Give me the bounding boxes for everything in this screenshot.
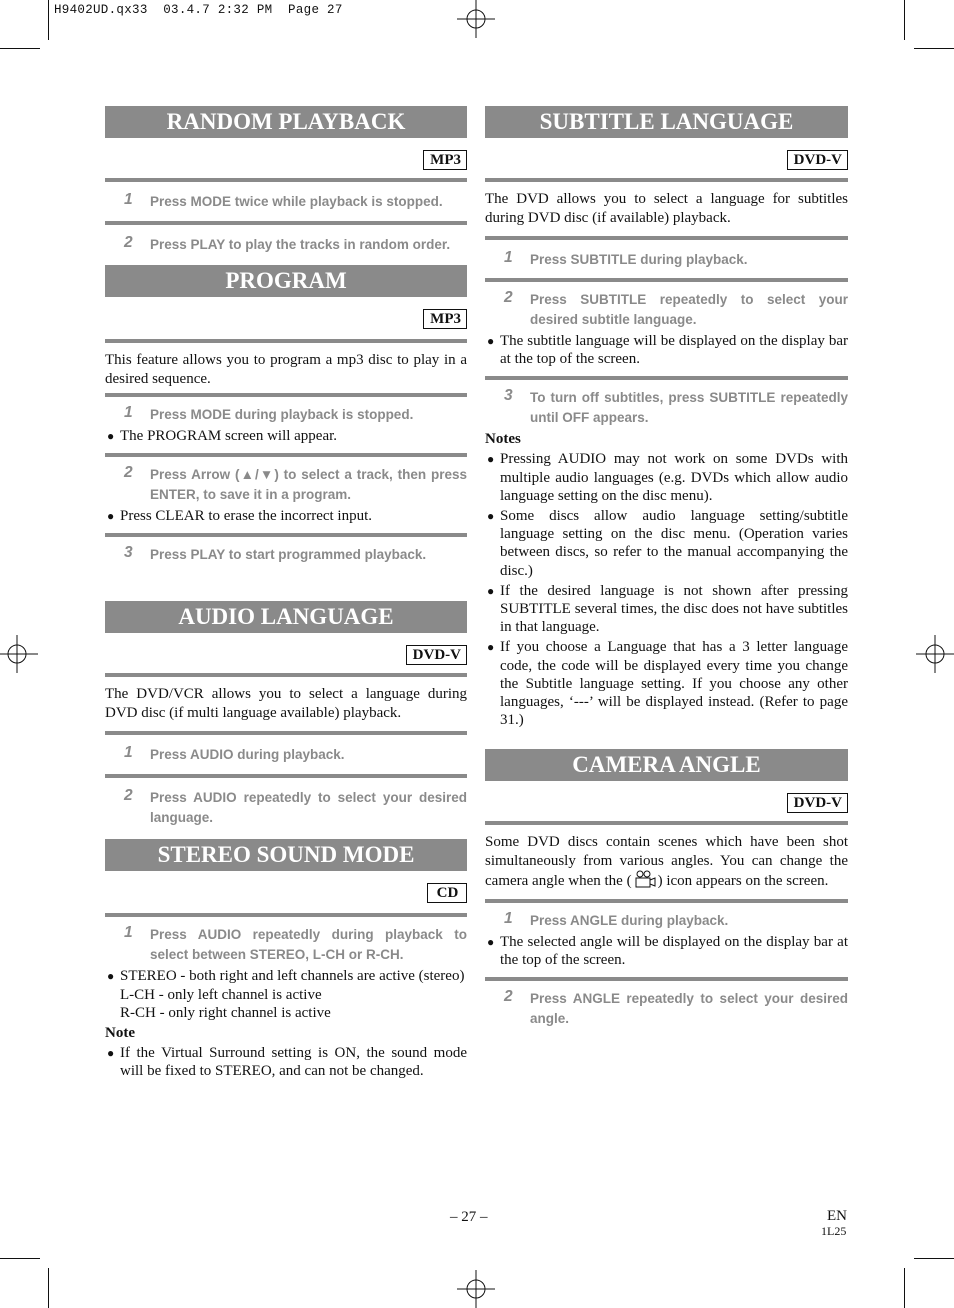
crop-mark bbox=[0, 1258, 40, 1259]
program-section bbox=[105, 265, 467, 565]
step-text: Press PLAY to start programmed playback. bbox=[150, 547, 427, 563]
intro-text: The DVD allows you to select a language for subtitles during DVD disc (if available) playback. bbox=[485, 191, 848, 226]
note-item bbox=[105, 1044, 467, 1080]
divider bbox=[105, 339, 467, 343]
bullet-icon: ● bbox=[487, 334, 495, 348]
step-number: 3 bbox=[124, 544, 133, 562]
step-number: 2 bbox=[124, 234, 133, 251]
step bbox=[485, 989, 848, 1029]
bullet-icon: ● bbox=[107, 969, 115, 984]
stereo-sound-mode-section bbox=[105, 839, 467, 1080]
step-text: To turn off subtitles, press SUBTITLE repeatedly until OFF appears. bbox=[530, 390, 848, 426]
bullet-icon: ● bbox=[487, 640, 495, 655]
note-text: Pressing AUDIO may not work on some DVDs with multiple audio languages (e.g. DVDs which allow audio language setting on the disc menu). bbox=[500, 451, 848, 504]
registration-mark bbox=[0, 633, 40, 675]
divider bbox=[485, 821, 848, 825]
audio-language-section bbox=[105, 601, 467, 828]
registration-mark bbox=[455, 0, 497, 40]
bullet-text: The selected angle will be displayed on the display bar at the top of the screen. bbox=[500, 933, 848, 969]
step-number: 1 bbox=[504, 909, 513, 927]
camera-angle-icon bbox=[632, 870, 658, 888]
step-number: 1 bbox=[124, 744, 133, 762]
divider bbox=[105, 393, 467, 397]
section-title: PROGRAM bbox=[105, 265, 467, 297]
step-text: Press SUBTITLE during playback. bbox=[530, 252, 748, 267]
step-text: Press AUDIO repeatedly during playback to select between STEREO, L-CH or R-CH. bbox=[150, 927, 467, 963]
bullet-icon: ● bbox=[487, 934, 495, 949]
bullet-icon: ● bbox=[487, 452, 495, 467]
bullet-text: The PROGRAM screen will appear. bbox=[120, 428, 338, 444]
page-number: – 27 – bbox=[450, 1209, 488, 1225]
step-number: 2 bbox=[504, 988, 513, 1006]
divider bbox=[105, 178, 467, 182]
intro-text: This feature allows you to program a mp3 disc to play in a desired sequence. bbox=[105, 352, 467, 387]
bullet-text: STEREO - both right and left channels are active (stereo) bbox=[120, 968, 465, 985]
note-item bbox=[485, 450, 848, 505]
step-text: Press ANGLE during playback. bbox=[530, 912, 729, 928]
intro-text-part: Some DVD discs contain scenes which have been shot simultaneously from various angles. You can change the camera angle when the ( bbox=[485, 834, 848, 890]
step bbox=[105, 745, 467, 765]
step-text: Press MODE during playback is stopped. bbox=[150, 407, 414, 422]
random-playback-section bbox=[105, 106, 467, 255]
left-column bbox=[105, 106, 467, 1080]
step bbox=[105, 465, 467, 505]
disc-type-badge: MP3 bbox=[423, 309, 467, 329]
step-number: 1 bbox=[124, 404, 133, 421]
step-text: Press MODE twice while playback is stopped. bbox=[150, 194, 443, 209]
crop-mark bbox=[914, 1258, 954, 1259]
divider bbox=[485, 278, 848, 282]
crop-mark bbox=[0, 48, 40, 49]
divider bbox=[105, 913, 467, 917]
divider bbox=[105, 673, 467, 677]
step bbox=[485, 290, 848, 330]
step-text: Press PLAY to play the tracks in random order. bbox=[150, 237, 451, 252]
bullet-text: The subtitle language will be displayed on the display bar at the top of the screen. bbox=[500, 333, 848, 368]
disc-type-badge: CD bbox=[427, 883, 467, 903]
note-item bbox=[485, 582, 848, 637]
note-heading: Note bbox=[105, 1025, 135, 1042]
step-text: Press SUBTITLE repeatedly to select your desired subtitle language. bbox=[530, 292, 848, 327]
camera-angle-section bbox=[485, 749, 848, 1029]
bullet-item bbox=[105, 967, 467, 985]
note-text: If the Virtual Surround setting is ON, the sound mode will be fixed to STEREO, and can not be changed. bbox=[120, 1045, 467, 1080]
bullet-icon: ● bbox=[487, 509, 495, 524]
right-column bbox=[485, 106, 848, 1029]
bullet-item bbox=[105, 427, 467, 445]
divider bbox=[485, 236, 848, 240]
disc-type-badge: DVD-V bbox=[787, 150, 848, 170]
divider bbox=[105, 731, 467, 735]
note-text: Some discs allow audio language setting/subtitle language setting on the disc menu. (Operation varies between discs, so refer to the manual accompanying the disc.) bbox=[500, 508, 848, 579]
crop-mark bbox=[914, 48, 954, 49]
step-number: 2 bbox=[124, 787, 133, 805]
step-text: Press AUDIO repeatedly to select your desired language. bbox=[150, 790, 467, 826]
note-text: If you choose a Language that has a 3 letter language code, the code will be displayed every time you change the Subtitle language setting. If you choose any other languages, ‘---’ will be displayed instead. (Refer to page 31.) bbox=[500, 639, 848, 729]
divider bbox=[485, 376, 848, 380]
step bbox=[485, 388, 848, 428]
divider bbox=[485, 899, 848, 903]
channel-line: R-CH - only right channel is active bbox=[120, 1004, 331, 1021]
note-item bbox=[485, 638, 848, 729]
registration-mark bbox=[455, 1268, 497, 1308]
disc-type-badge: DVD-V bbox=[787, 793, 848, 813]
notes-heading: Notes bbox=[485, 431, 521, 448]
intro-text-part: ) icon appears on the screen. bbox=[657, 873, 829, 890]
intro-text: The DVD/VCR allows you to select a language during DVD disc (if multi language available) playback. bbox=[105, 686, 467, 721]
crop-mark bbox=[48, 0, 49, 40]
step-number: 2 bbox=[124, 464, 133, 482]
bullet-icon: ● bbox=[107, 1046, 115, 1061]
divider bbox=[105, 453, 467, 457]
crop-mark bbox=[48, 1268, 49, 1308]
print-slug: H9402UD.qx33 03.4.7 2:32 PM Page 27 bbox=[54, 3, 343, 17]
section-title: SUBTITLE LANGUAGE bbox=[485, 106, 848, 138]
divider bbox=[485, 977, 848, 981]
step bbox=[485, 250, 848, 270]
step bbox=[485, 911, 848, 931]
step-number: 1 bbox=[124, 191, 133, 208]
bullet-icon: ● bbox=[107, 429, 115, 443]
bullet-item bbox=[485, 332, 848, 368]
step bbox=[105, 925, 467, 965]
step-number: 1 bbox=[504, 249, 513, 266]
step bbox=[105, 788, 467, 828]
model-code: 1L25 bbox=[821, 1224, 847, 1238]
bullet-item bbox=[105, 507, 467, 525]
step-text: Press ANGLE repeatedly to select your desired angle. bbox=[530, 991, 848, 1027]
bullet-item bbox=[485, 933, 848, 969]
section-title: RANDOM PLAYBACK bbox=[105, 106, 467, 138]
step bbox=[105, 192, 467, 212]
step bbox=[105, 405, 467, 425]
crop-mark bbox=[904, 1268, 905, 1308]
note-item bbox=[485, 507, 848, 580]
disc-type-badge: DVD-V bbox=[406, 645, 467, 665]
disc-type-badge: MP3 bbox=[423, 150, 467, 170]
step-number: 3 bbox=[504, 387, 513, 405]
divider bbox=[105, 221, 467, 225]
bullet-icon: ● bbox=[107, 509, 115, 524]
step-text: Press AUDIO during playback. bbox=[150, 747, 345, 763]
step-number: 1 bbox=[124, 924, 133, 942]
bullet-icon: ● bbox=[487, 583, 495, 598]
section-title: STEREO SOUND MODE bbox=[105, 839, 467, 871]
channel-line: L-CH - only left channel is active bbox=[120, 986, 322, 1003]
section-title: CAMERA ANGLE bbox=[485, 749, 848, 781]
step-number: 2 bbox=[504, 289, 513, 306]
section-title: AUDIO LANGUAGE bbox=[105, 601, 467, 633]
intro-text bbox=[485, 833, 848, 891]
subtitle-language-section bbox=[485, 106, 848, 729]
divider bbox=[105, 533, 467, 537]
divider bbox=[485, 178, 848, 182]
step bbox=[105, 235, 467, 255]
note-text: If the desired language is not shown after pressing SUBTITLE several times, the disc does not have subtitles in that language. bbox=[500, 582, 848, 636]
registration-mark bbox=[914, 633, 954, 675]
divider bbox=[105, 774, 467, 778]
bullet-text: Press CLEAR to erase the incorrect input. bbox=[120, 508, 373, 525]
crop-mark bbox=[904, 0, 905, 40]
step bbox=[105, 545, 467, 565]
language-code: EN bbox=[827, 1208, 847, 1224]
step-text: Press Arrow (▲/▼) to select a track, then press ENTER, to save it in a program. bbox=[150, 467, 467, 503]
